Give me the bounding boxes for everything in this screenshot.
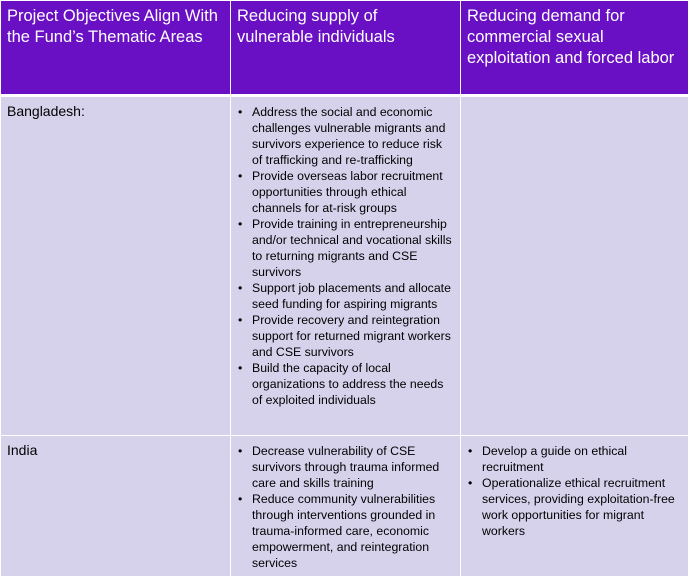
demand-list (462, 437, 687, 539)
list-item (236, 312, 455, 360)
header-row (1, 1, 688, 96)
bullet-icon: • (468, 444, 473, 458)
list-item (236, 360, 455, 408)
bullet-icon: • (238, 105, 243, 119)
table-row-india (1, 436, 688, 577)
header-reducing-demand: Reducing demand for commercial sexual exploitation and forced labor (461, 1, 688, 96)
country-cell: India (1, 436, 231, 577)
header-reducing-supply: Reducing supply of vulnerable individuals (231, 1, 461, 96)
demand-cell (461, 96, 688, 436)
list-item (236, 104, 455, 168)
bullet-icon: • (238, 313, 243, 327)
list-item-text: Operationalize ethical recruitment services, providing exploitation-free work opportunities for migrant workers (482, 476, 675, 538)
list-item (236, 216, 455, 280)
country-cell: Bangladesh: (1, 96, 231, 436)
bullet-icon: • (238, 169, 243, 183)
supply-cell (231, 96, 461, 436)
list-item (236, 280, 455, 312)
bullet-icon: • (238, 361, 243, 375)
bullet-icon: • (238, 281, 243, 295)
bullet-icon: • (238, 217, 243, 231)
list-item (236, 443, 455, 491)
list-item-text: Reduce community vulnerabilities through interventions grounded in trauma-informed care, economic empowerment, and reintegration services (252, 492, 436, 570)
table-row-bangladesh (1, 96, 688, 436)
supply-cell (231, 436, 461, 577)
list-item-text: Support job placements and allocate seed funding for aspiring migrants (252, 281, 451, 311)
list-item-text: Provide training in entrepreneurship and/or technical and vocational skills to returning migrants and CSE survivors (252, 217, 452, 279)
list-item (236, 491, 455, 571)
list-item-text: Provide overseas labor recruitment opportunities through ethical channels for at-risk groups (252, 169, 443, 215)
header-objectives: Project Objectives Align With the Fund’s Thematic Areas (1, 1, 231, 96)
list-item-text: Develop a guide on ethical recruitment (482, 444, 627, 474)
list-item-text: Decrease vulnerability of CSE survivors through trauma informed care and skills training (252, 444, 440, 490)
list-item-text: Address the social and economic challenges vulnerable migrants and survivors experience to reduce risk of trafficking and re-trafficking (252, 105, 446, 167)
bullet-icon: • (238, 444, 243, 458)
demand-cell (461, 436, 688, 577)
bullet-icon: • (468, 476, 473, 490)
list-item-text: Provide recovery and reintegration support for returned migrant workers and CSE survivors (252, 313, 451, 359)
list-item-text: Build the capacity of local organizations to address the needs of exploited individuals (252, 361, 444, 407)
list-item (236, 168, 455, 216)
bullet-icon: • (238, 492, 243, 506)
list-item (466, 475, 683, 539)
list-item (466, 443, 683, 475)
supply-list (232, 437, 459, 571)
supply-list (232, 98, 459, 408)
